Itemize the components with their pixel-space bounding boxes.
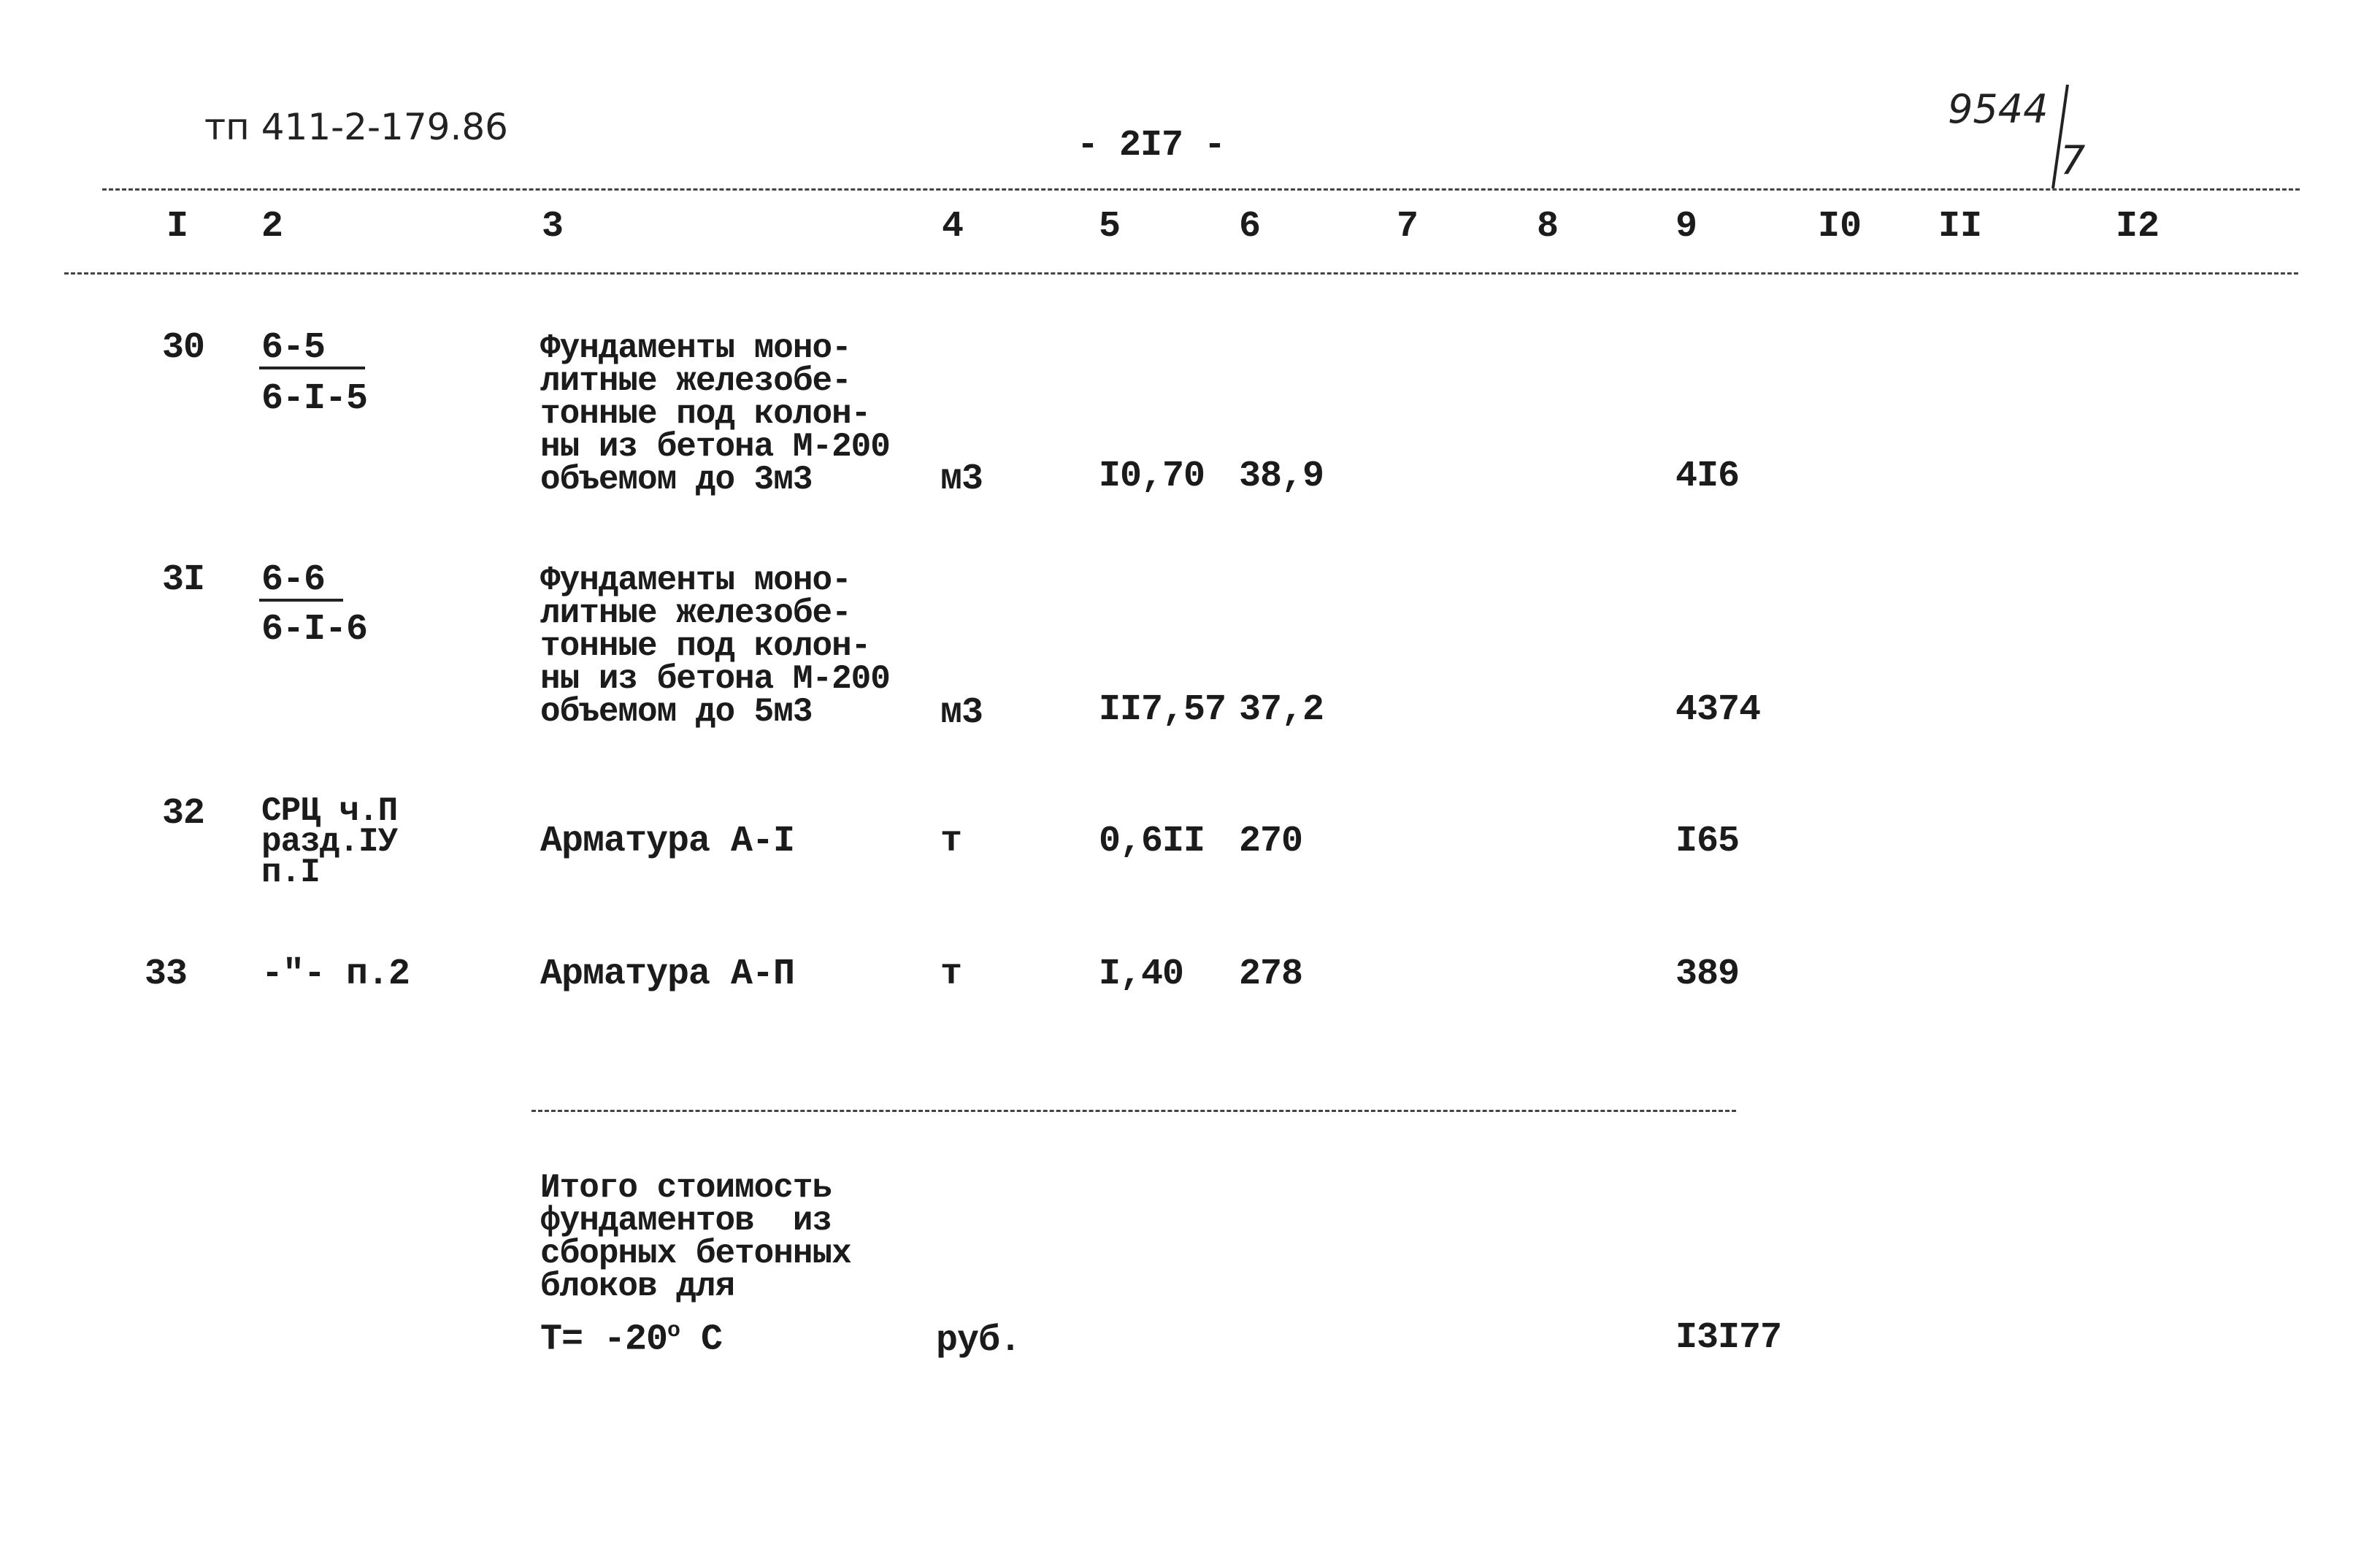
summary-temperature-prefix: Т= -20 [540, 1319, 668, 1361]
column-header-7: 7 [1397, 206, 1419, 248]
row-31-price: 37,2 [1239, 689, 1324, 731]
archive-number: 9544 [1948, 86, 2049, 132]
row-30-code-top: 6-5 [261, 327, 326, 369]
summary-description: Итого стоимость фундаментов из сборных бетонных блоков для [540, 1169, 851, 1305]
column-header-12: I2 [2116, 206, 2160, 248]
row-32-unit: т [940, 821, 962, 862]
column-header-8: 8 [1537, 206, 1559, 248]
row-30-total: 4I6 [1675, 456, 1740, 497]
row-30-number: 30 [162, 327, 205, 369]
row-30-code-bottom: 6-I-5 [261, 378, 368, 420]
row-31-unit: м3 [940, 692, 983, 734]
summary-separator-rule [531, 1110, 1736, 1112]
column-header-1: I [166, 206, 189, 248]
header-top-rule [102, 188, 2300, 191]
row-33-unit: т [940, 954, 962, 995]
column-header-9: 9 [1675, 206, 1698, 248]
row-30-unit: м3 [940, 459, 983, 500]
row-33-description: Арматура А-П [540, 954, 795, 995]
document-code: тп 411-2-179.86 [204, 106, 508, 148]
column-header-3: 3 [542, 206, 564, 248]
row-31-quantity: II7,57 [1099, 689, 1227, 731]
row-33-quantity: I,40 [1099, 954, 1184, 995]
row-31-code-top: 6-6 [261, 559, 326, 601]
summary-temperature-suffix: С [680, 1319, 723, 1361]
row-32-quantity: 0,6II [1099, 821, 1205, 862]
row-32-number: 32 [162, 793, 205, 835]
row-33-number: 33 [145, 954, 188, 995]
column-header-6: 6 [1239, 206, 1262, 248]
column-header-10: I0 [1818, 206, 1862, 248]
row-30-quantity: I0,70 [1099, 456, 1205, 497]
row-32-code: СРЦ ч.П разд.IУ п.I [261, 792, 398, 891]
row-31-total: 4374 [1675, 689, 1761, 731]
row-33-code: -"- п.2 [261, 954, 410, 995]
column-header-11: II [1938, 206, 1983, 248]
row-33-price: 278 [1239, 954, 1303, 995]
archive-sheet: 7 [2060, 137, 2086, 183]
column-header-5: 5 [1099, 206, 1121, 248]
column-header-2: 2 [261, 206, 284, 248]
summary-total: I3I77 [1675, 1317, 1782, 1359]
row-32-total: I65 [1675, 821, 1740, 862]
row-31-code-fraction-line [259, 599, 343, 602]
row-30-code-fraction-line [259, 367, 365, 369]
row-32-price: 270 [1239, 821, 1303, 862]
summary-temperature-degree: о [667, 1319, 680, 1343]
summary-unit: руб. [936, 1320, 1021, 1362]
row-31-number: 3I [162, 559, 205, 601]
row-31-code-bottom: 6-I-6 [261, 609, 368, 651]
row-30-price: 38,9 [1239, 456, 1324, 497]
page-number: - 2I7 - [1077, 125, 1226, 166]
row-33-total: 389 [1675, 954, 1740, 995]
summary-temperature [540, 1320, 722, 1359]
column-header-4: 4 [942, 206, 964, 248]
row-30-description: Фундаменты моно- литные железобе- тонные под колон- ны из бетона М-200 объемом до 3м3 [540, 329, 890, 499]
header-bottom-rule [64, 272, 2298, 275]
row-32-description: Арматура А-I [540, 821, 795, 862]
row-31-description: Фундаменты моно- литные железобе- тонные под колон- ны из бетона М-200 объемом до 5м3 [540, 561, 890, 731]
